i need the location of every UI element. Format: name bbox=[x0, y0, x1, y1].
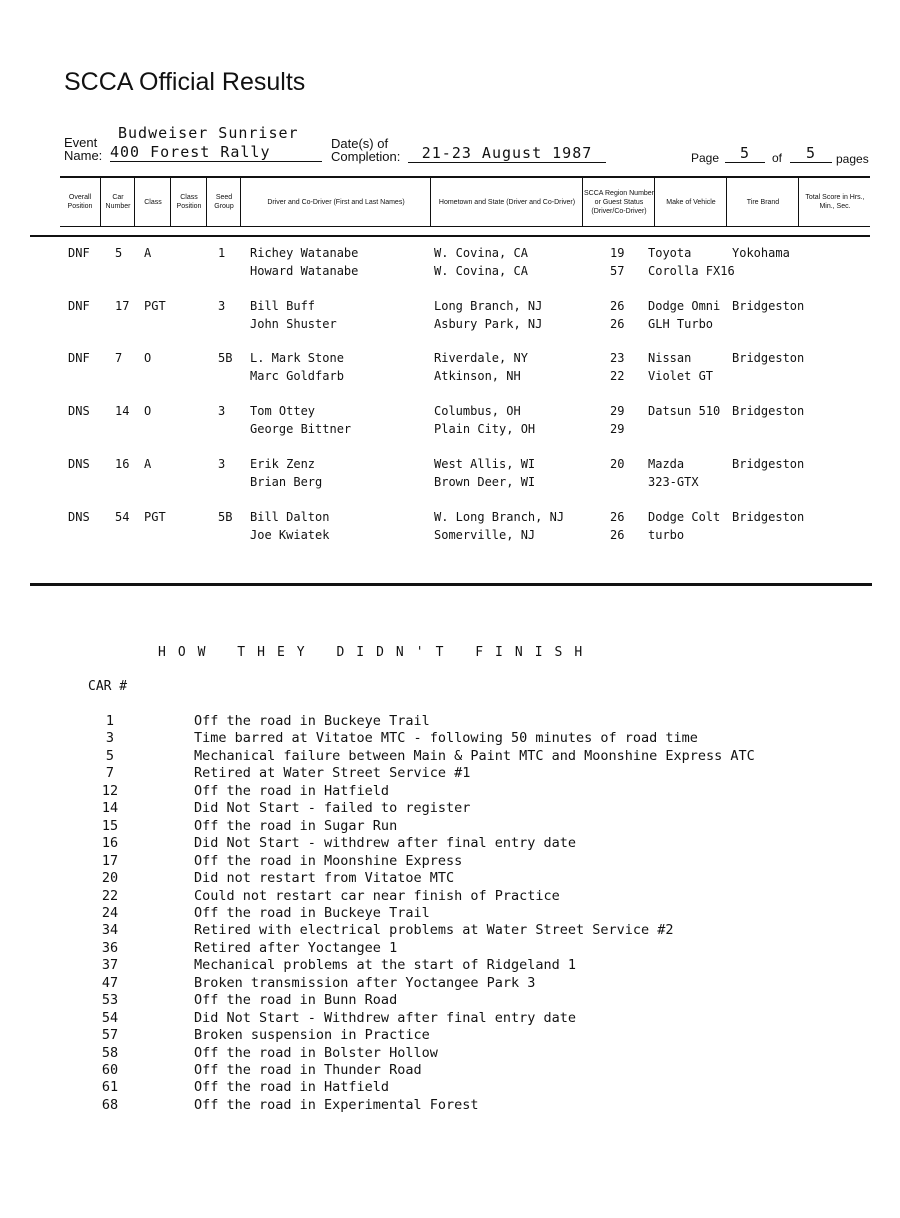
dnf-car-number: 3 bbox=[105, 730, 115, 747]
vehicle-make: Dodge Colt bbox=[648, 509, 721, 524]
col-class-position: Class Position bbox=[170, 178, 207, 226]
dnf-reason: Broken suspension in Practice bbox=[194, 1027, 430, 1044]
tire-brand: Bridgeston bbox=[732, 509, 805, 524]
table-row bbox=[60, 349, 870, 389]
dnf-list-item bbox=[60, 1010, 860, 1028]
overall-position: DNF bbox=[68, 351, 90, 366]
driver-name: Tom Ottey bbox=[250, 404, 316, 419]
seed-group: 3 bbox=[218, 404, 226, 419]
driver-region: 29 bbox=[610, 404, 625, 419]
dnf-reason: Mechanical problems at the start of Ridgeland 1 bbox=[194, 957, 577, 974]
codriver-name: Marc Goldfarb bbox=[250, 369, 344, 384]
header-thick-rule bbox=[30, 235, 870, 237]
dnf-list-item bbox=[60, 870, 860, 888]
seed-group: 5B bbox=[218, 509, 233, 524]
dnf-list-item bbox=[60, 765, 860, 783]
tire-brand: Bridgeston bbox=[732, 298, 805, 313]
driver-name: L. Mark Stone bbox=[250, 351, 344, 366]
codriver-hometown: Somerville, NJ bbox=[434, 527, 536, 542]
codriver-name: Howard Watanabe bbox=[250, 264, 359, 278]
driver-name: Erik Zenz bbox=[250, 456, 316, 471]
dnf-car-number: 34 bbox=[101, 922, 119, 939]
codriver-hometown: Asbury Park, NJ bbox=[434, 316, 543, 331]
dnf-car-number: 54 bbox=[101, 1009, 119, 1026]
vehicle-make: Mazda bbox=[648, 456, 685, 471]
dnf-heading: HOW THEY DIDN'T FINISH bbox=[158, 645, 595, 660]
car-number: 5 bbox=[115, 246, 123, 260]
vehicle-make: Datsun 510 bbox=[648, 404, 721, 419]
dnf-reason: Off the road in Experimental Forest bbox=[194, 1096, 479, 1113]
class: O bbox=[144, 404, 152, 419]
overall-position: DNF bbox=[68, 246, 90, 260]
vehicle-make: Nissan bbox=[648, 351, 692, 366]
dnf-reason: Off the road in Buckeye Trail bbox=[194, 904, 430, 921]
codriver-hometown: Atkinson, NH bbox=[434, 369, 521, 384]
car-number: 7 bbox=[115, 351, 123, 366]
dnf-list-item bbox=[60, 975, 860, 993]
dnf-list-item bbox=[60, 835, 860, 853]
vehicle-make: Toyota bbox=[648, 246, 692, 260]
dnf-car-number: 22 bbox=[101, 887, 119, 904]
dnf-car-number: 15 bbox=[101, 817, 119, 834]
dnf-car-number: 47 bbox=[101, 974, 119, 991]
car-number: 54 bbox=[115, 509, 130, 524]
codriver-region: 26 bbox=[610, 316, 625, 331]
col-total-score: Total Score in Hrs., Min., Sec. bbox=[798, 178, 871, 226]
table-row bbox=[60, 244, 870, 284]
seed-group: 1 bbox=[218, 246, 226, 260]
dnf-list-item bbox=[60, 922, 860, 940]
dnf-list-item bbox=[60, 1097, 860, 1115]
tire-brand: Bridgeston bbox=[732, 456, 805, 471]
seed-group: 5B bbox=[218, 351, 233, 366]
dnf-list-item bbox=[60, 940, 860, 958]
dnf-car-number: 14 bbox=[101, 800, 119, 817]
dnf-car-number: 24 bbox=[101, 904, 119, 921]
car-number-label: CAR # bbox=[88, 679, 128, 694]
codriver-hometown: Plain City, OH bbox=[434, 422, 536, 437]
class: A bbox=[144, 246, 152, 260]
col-make: Make of Vehicle bbox=[654, 178, 727, 226]
dnf-car-number: 58 bbox=[101, 1044, 119, 1061]
dnf-car-number: 53 bbox=[101, 992, 119, 1009]
codriver-hometown: W. Covina, CA bbox=[434, 264, 528, 278]
dnf-reason: Retired after Yoctangee 1 bbox=[194, 939, 398, 956]
dnf-list-item bbox=[60, 957, 860, 975]
dnf-reason: Off the road in Moonshine Express bbox=[194, 852, 463, 869]
dates-value: 21-23 August 1987 bbox=[408, 144, 606, 163]
dates-label: Date(s) of Completion: bbox=[331, 136, 401, 164]
dnf-reason: Off the road in Hatfield bbox=[194, 782, 390, 799]
dnf-list-item bbox=[60, 853, 860, 871]
vehicle-model: GLH Turbo bbox=[648, 316, 714, 331]
driver-hometown: W. Covina, CA bbox=[434, 246, 528, 260]
dnf-car-number: 20 bbox=[101, 870, 119, 887]
driver-hometown: W. Long Branch, NJ bbox=[434, 509, 565, 524]
table-row bbox=[60, 455, 870, 495]
table-row bbox=[60, 402, 870, 442]
driver-region: 26 bbox=[610, 509, 625, 524]
page-number: 5 bbox=[725, 144, 765, 163]
driver-name: Richey Watanabe bbox=[250, 246, 359, 260]
dnf-car-number: 37 bbox=[101, 957, 119, 974]
dnf-car-number: 68 bbox=[101, 1096, 119, 1113]
seed-group: 3 bbox=[218, 298, 226, 313]
dnf-reason: Off the road in Hatfield bbox=[194, 1079, 390, 1096]
pages-label: pages bbox=[836, 152, 869, 166]
dnf-list-item bbox=[60, 748, 860, 766]
dnf-list-item bbox=[60, 992, 860, 1010]
dnf-reason: Off the road in Thunder Road bbox=[194, 1062, 422, 1078]
dnf-car-number: 57 bbox=[101, 1027, 119, 1044]
dnf-list-item bbox=[60, 1045, 860, 1063]
vehicle-model: turbo bbox=[648, 527, 685, 542]
event-label: Event Name: bbox=[64, 135, 103, 163]
dnf-car-number: 7 bbox=[105, 765, 115, 782]
class: PGT bbox=[144, 509, 166, 524]
driver-region: 20 bbox=[610, 456, 625, 471]
event-name-line2: 400 Forest Rally bbox=[110, 143, 322, 162]
col-driver: Driver and Co-Driver (First and Last Names) bbox=[240, 178, 431, 226]
driver-region: 19 bbox=[610, 246, 625, 260]
vehicle-model: Violet GT bbox=[648, 369, 714, 384]
dnf-car-number: 1 bbox=[105, 713, 115, 729]
dnf-list-item bbox=[60, 1027, 860, 1045]
codriver-region: 22 bbox=[610, 369, 625, 384]
col-overall-position: Overall Position bbox=[67, 194, 93, 210]
driver-hometown: Riverdale, NY bbox=[434, 351, 528, 366]
col-car-number: Car Number bbox=[100, 178, 135, 226]
codriver-name: George Bittner bbox=[250, 422, 352, 437]
dnf-reason: Retired at Water Street Service #1 bbox=[194, 765, 471, 782]
class: A bbox=[144, 456, 152, 471]
dnf-reason: Off the road in Bunn Road bbox=[194, 992, 398, 1009]
dnf-list-item bbox=[60, 713, 860, 731]
tire-brand: Bridgeston bbox=[732, 404, 805, 419]
dnf-reason: Off the road in Bolster Hollow bbox=[194, 1044, 438, 1061]
tire-brand: Yokohama bbox=[732, 246, 790, 260]
of-label: of bbox=[772, 151, 783, 165]
col-seed-group: Seed Group bbox=[206, 178, 241, 226]
driver-name: Bill Dalton bbox=[250, 509, 330, 524]
overall-position: DNS bbox=[68, 509, 90, 524]
codriver-region: 57 bbox=[610, 264, 625, 278]
codriver-hometown: Brown Deer, WI bbox=[434, 474, 536, 489]
driver-region: 23 bbox=[610, 351, 625, 366]
table-row bbox=[60, 508, 870, 548]
dnf-list-item bbox=[60, 800, 860, 818]
driver-hometown: Long Branch, NJ bbox=[434, 298, 543, 313]
col-class: Class bbox=[134, 178, 171, 226]
codriver-name: John Shuster bbox=[250, 316, 337, 331]
dnf-list-item bbox=[60, 818, 860, 836]
codriver-name: Brian Berg bbox=[250, 474, 323, 489]
overall-position: DNS bbox=[68, 404, 90, 419]
dnf-car-number: 60 bbox=[101, 1062, 119, 1078]
header-bottom-rule bbox=[60, 226, 870, 227]
dnf-reason: Did Not Start - withdrew after final entry date bbox=[194, 835, 577, 852]
dnf-reason: Did Not Start - Withdrew after final entry date bbox=[194, 1009, 577, 1026]
dnf-car-number: 16 bbox=[101, 835, 119, 852]
dnf-list-item bbox=[60, 1062, 860, 1080]
car-number: 16 bbox=[115, 456, 130, 471]
dnf-reason: Mechanical failure between Main & Paint MTC and Moonshine Express ATC bbox=[194, 747, 755, 764]
driver-hometown: West Allis, WI bbox=[434, 456, 536, 471]
col-tire: Tire Brand bbox=[726, 178, 799, 226]
dnf-reason: Off the road in Buckeye Trail bbox=[194, 713, 430, 729]
dnf-reason: Time barred at Vitatoe MTC - following 50 minutes of road time bbox=[194, 730, 698, 747]
page-total: 5 bbox=[790, 144, 832, 163]
dnf-list-item bbox=[60, 888, 860, 906]
dnf-car-number: 5 bbox=[105, 747, 115, 764]
event-name-line1: Budweiser Sunriser bbox=[118, 124, 299, 142]
vehicle-model: 323-GTX bbox=[648, 474, 699, 489]
seed-group: 3 bbox=[218, 456, 226, 471]
codriver-name: Joe Kwiatek bbox=[250, 527, 330, 542]
overall-position: DNF bbox=[68, 298, 90, 313]
car-number: 17 bbox=[115, 298, 130, 313]
dnf-car-number: 36 bbox=[101, 939, 119, 956]
car-number: 14 bbox=[115, 404, 130, 419]
dnf-reason: Broken transmission after Yoctangee Park 3 bbox=[194, 974, 536, 991]
dnf-list-item bbox=[60, 730, 860, 748]
vehicle-model: Corolla FX16 bbox=[648, 264, 735, 278]
col-hometown: Hometown and State (Driver and Co-Driver) bbox=[430, 178, 583, 226]
dnf-car-number: 17 bbox=[101, 852, 119, 869]
table-row bbox=[60, 297, 870, 337]
overall-position: DNS bbox=[68, 456, 90, 471]
dnf-reason: Did not restart from Vitatoe MTC bbox=[194, 870, 455, 887]
driver-region: 26 bbox=[610, 298, 625, 313]
codriver-region: 29 bbox=[610, 422, 625, 437]
dnf-car-number: 12 bbox=[101, 782, 119, 799]
class: O bbox=[144, 351, 152, 366]
vehicle-make: Dodge Omni bbox=[648, 298, 721, 313]
dnf-list-item bbox=[60, 905, 860, 923]
dnf-list-item bbox=[60, 783, 860, 801]
dnf-reason: Did Not Start - failed to register bbox=[194, 800, 471, 817]
col-scca-region: SCCA Region Number or Guest Status (Driver/Co-Driver) bbox=[582, 178, 655, 226]
dnf-reason: Retired with electrical problems at Water Street Service #2 bbox=[194, 922, 674, 939]
driver-hometown: Columbus, OH bbox=[434, 404, 521, 419]
table-bottom-rule bbox=[30, 583, 872, 586]
class: PGT bbox=[144, 298, 166, 313]
dnf-reason: Off the road in Sugar Run bbox=[194, 817, 398, 834]
page-title: SCCA Official Results bbox=[64, 68, 306, 96]
page-label: Page bbox=[691, 151, 720, 165]
tire-brand: Bridgeston bbox=[732, 351, 805, 366]
codriver-region: 26 bbox=[610, 527, 625, 542]
driver-name: Bill Buff bbox=[250, 298, 316, 313]
dnf-list-item bbox=[60, 1079, 860, 1097]
dnf-reason: Could not restart car near finish of Practice bbox=[194, 887, 560, 904]
dnf-car-number: 61 bbox=[101, 1079, 119, 1096]
